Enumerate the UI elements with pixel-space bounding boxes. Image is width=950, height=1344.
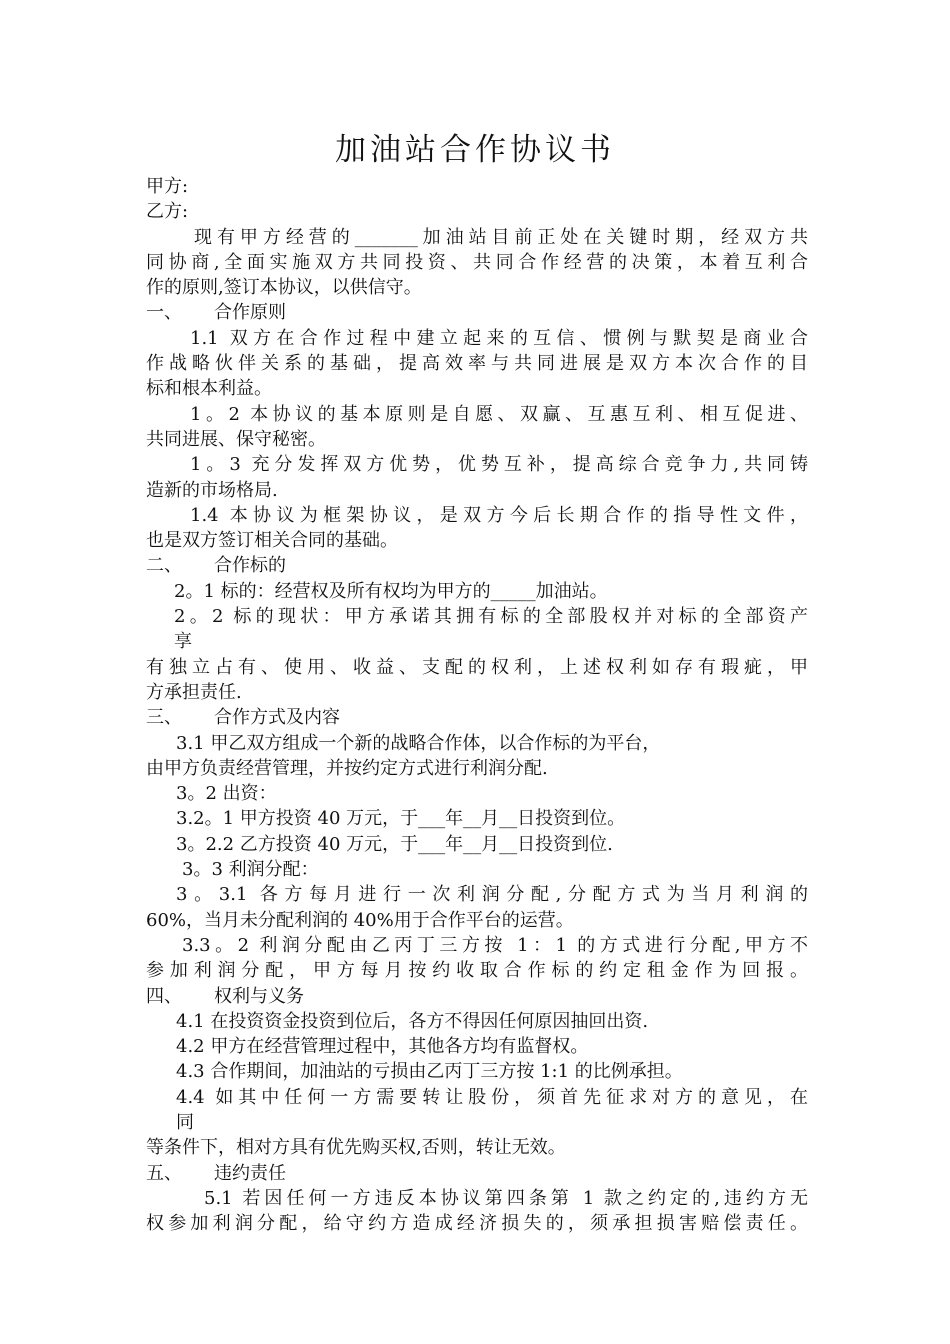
- text-line: 3。3 利润分配：: [182, 859, 319, 881]
- text-line: 造新的市场格局.: [146, 479, 278, 501]
- text-line: 3。2.2 乙方投资 40 万元，于___年__月__日投资到位.: [176, 833, 613, 855]
- text-line: 作战略伙伴关系的基础，提高效率与共同进展是双方本次合作的目: [146, 353, 808, 375]
- section-title: 合作方式及内容: [214, 707, 340, 729]
- section-title: 违约责任: [214, 1162, 286, 1184]
- section-heading: [146, 300, 808, 325]
- section-heading: [146, 984, 808, 1009]
- text-line: 方承担责任.: [146, 681, 242, 703]
- section-number: 四、: [146, 985, 182, 1007]
- text-line: 4.2 甲方在经营管理过程中，其他各方均有监督权。: [176, 1036, 589, 1058]
- document-title: 加油站合作协议书: [335, 132, 615, 168]
- text-line: 甲方:: [146, 176, 189, 197]
- text-line: 4.4 如其中任何一方需要转让股份，须首先征求对方的意见，在: [176, 1086, 808, 1108]
- text-line: 享: [174, 631, 192, 653]
- section-number: 五、: [146, 1162, 182, 1184]
- section-title: 合作原则: [214, 302, 286, 324]
- text-line: 1。3 充分发挥双方优势，优势互补，提高综合竞争力,共同铸: [190, 454, 808, 476]
- text-line: 等条件下，相对方具有优先购买权,否则，转让无效。: [146, 1137, 566, 1159]
- text-line: 3。3.1 各方每月进行一次利润分配,分配方式为当月利润的: [176, 884, 808, 906]
- section-heading: [146, 1161, 808, 1186]
- text-line: 乙方:: [146, 201, 189, 223]
- text-line: 标和根本利益。: [146, 378, 272, 400]
- text-line: 参加利润分配，甲方每月按约收取合作标的约定租金作为回报。: [146, 960, 808, 982]
- text-line: 1。2 本协议的基本原则是自愿、双赢、互惠互利、相互促进、: [190, 403, 808, 425]
- text-line: 现有甲方经营的_______加油站目前正处在关键时期，经双方共: [194, 226, 808, 248]
- section-title: 合作标的: [214, 555, 286, 577]
- text-line: 4.1 在投资资金投资到位后，各方不得因任何原因抽回出资.: [176, 1010, 649, 1032]
- text-line: 共同进展、保守秘密。: [146, 428, 326, 450]
- text-line: 3.3。2 利润分配由乙丙丁三方按 1：1 的方式进行分配,甲方不: [182, 934, 808, 956]
- text-line: 3。2 出资：: [176, 783, 277, 805]
- text-line: 5.1 若因任何一方违反本协议第四条第 1 款之约定的,违约方无: [204, 1187, 808, 1209]
- text-line: 1.1 双方在合作过程中建立起来的互信、惯例与默契是商业合: [190, 327, 808, 349]
- text-line: 权参加利润分配，给守约方造成经济损失的，须承担损害赔偿责任。: [146, 1213, 808, 1235]
- text-line: 也是双方签订相关合同的基础。: [146, 530, 398, 552]
- text-line: 作的原则,签订本协议，以供信守。: [146, 277, 422, 299]
- text-line: 1.4 本协议为框架协议，是双方今后长期合作的指导性文件，: [190, 504, 808, 526]
- text-line: 2。2 标的现状：甲方承诺其拥有标的全部股权并对标的全部资产: [174, 606, 808, 628]
- section-title: 权利与义务: [214, 985, 304, 1007]
- text-line: 同: [176, 1111, 194, 1133]
- section-number: 一、: [146, 302, 182, 324]
- text-line: 3.1 甲乙双方组成一个新的战略合作体，以合作标的为平台，: [176, 732, 661, 754]
- text-line: 2。1 标的：经营权及所有权均为甲方的_____加油站。: [174, 580, 608, 602]
- section-number: 三、: [146, 707, 182, 729]
- text-line: 4.3 合作期间，加油站的亏损由乙丙丁三方按 1:1 的比例承担。: [176, 1061, 683, 1083]
- text-line: 3.2。1 甲方投资 40 万元，于___年__月__日投资到位。: [176, 808, 626, 830]
- document-body: [146, 174, 808, 1236]
- section-heading: [146, 553, 808, 578]
- section-heading: [146, 705, 808, 730]
- section-number: 二、: [146, 555, 182, 577]
- text-line: 由甲方负责经营管理，并按约定方式进行利润分配.: [146, 757, 548, 779]
- text-line: 同协商,全面实施双方共同投资、共同合作经营的决策，本着互利合: [146, 251, 808, 273]
- text-line: 60%，当月未分配利润的 40%用于合作平台的运营。: [146, 909, 574, 931]
- text-line: 有独立占有、使用、收益、支配的权利，上述权利如存有瑕疵，甲: [146, 656, 808, 678]
